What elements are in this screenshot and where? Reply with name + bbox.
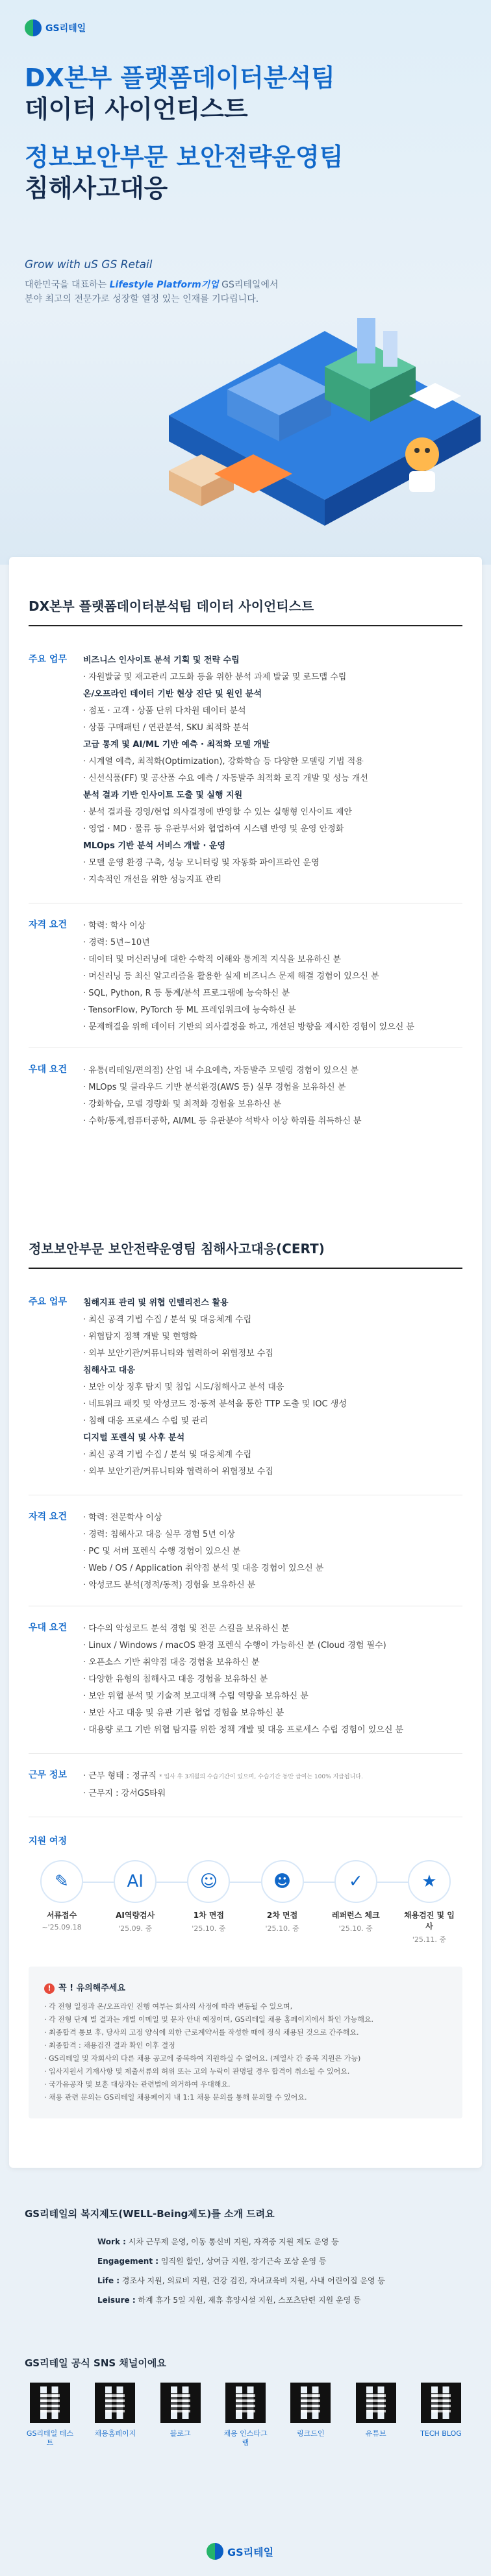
qr-code-icon [160,2383,201,2423]
preferred-item: · 수학/통계,컴퓨터공학, AI/ML 등 유관분야 석박사 이상 학위를 취득하신 분 [83,1116,362,1126]
preferred-item: · Linux / Windows / macOS 환경 포렌식 수행이 가능하신 분 (Cloud 경험 필수) [83,1641,386,1650]
step-name: 레퍼런스 체크 [331,1911,380,1920]
sns-qr-label: 링크드인 [297,2429,325,2438]
qr-code-icon [225,2383,266,2423]
preferred-item: · 오픈소스 기반 취약점 대응 경험을 보유하신 분 [83,1658,260,1667]
requirement-item: · 학력: 전문학사 이상 [83,1513,162,1523]
notice-item: · 각 전형 단계 별 결과는 개별 이메일 및 문자 안내 예정이며, GS리테일 채용 홈페이지에서 확인 가능해요. [44,2015,373,2024]
s2-duties-label: 주요 업무 [29,1297,67,1307]
sns-qr-label: 채용 인스타그램 [223,2429,268,2447]
duty-heading: 비즈니스 인사이트 분석 기획 및 전략 수립 [83,656,240,665]
duty-item: · 최신 공격 기법 수집 / 분석 및 대응체계 수립 [83,1450,252,1460]
footer-logo[interactable] [207,2543,273,2560]
duty-heading: 침해사고 대응 [83,1366,135,1375]
s1-duties-list [83,652,462,889]
requirement-item: · 경력: 5년~10년 [83,938,150,948]
s2-duties-list [83,1295,462,1480]
process-step [256,1860,309,1944]
sns-qr-label: TECH BLOG [420,2429,462,2438]
notice-list [44,2000,447,2104]
step-icon: ✎ [40,1860,83,1903]
gs-logo-icon [207,2543,223,2560]
step-date: '25.09. 중 [118,1924,153,1933]
welfare-item [97,2290,491,2310]
step-date: ~'25.09.18 [42,1923,82,1932]
section-data-scientist [9,596,482,1130]
hero-title-team-2: 정보보안부문 보안전략운영팀 [25,143,344,171]
preferred-item: · 강화학습, 모델 경량화 및 최적화 경험을 보유하신 분 [83,1099,282,1109]
brand-logo[interactable] [25,19,86,36]
hero-title-role-2: 침해사고대응 [25,174,168,202]
welfare-item [97,2251,491,2271]
sns-qr-label: 블로그 [170,2429,191,2438]
requirement-item: · 악성코드 분석(정적/동적) 경험을 보유하신 분 [83,1580,256,1590]
requirement-item: · SQL, Python, R 등 통계/분석 프로그램에 능숙하신 분 [83,988,290,998]
welfare-value: 하계 휴가 5일 지원, 제휴 휴양시설 지원, 스포츠단련 지원 운영 등 [135,2296,361,2305]
duty-item: · 시계열 예측, 최적화(Optimization), 강화학습 등 다양한 모델링 기법 적용 [83,757,364,767]
notice-item: · 국가유공자 및 보훈 대상자는 관련법에 의거하여 우대해요. [44,2080,231,2089]
duty-heading: 디지털 포렌식 및 사후 분석 [83,1433,185,1443]
section-2-title: 정보보안부문 보안전략운영팀 침해사고대응(CERT) [29,1241,325,1257]
process-step [329,1860,383,1944]
notice-item: · 최종합격 통보 후, 당사의 고정 양식에 의한 근로계약서를 작성한 때에 정식 채용된 것으로 간주해요. [44,2028,359,2037]
sns-qr-item[interactable] [417,2383,465,2447]
footer-logo-text: GS리테일 [227,2545,274,2558]
sns-qr-item[interactable] [221,2383,270,2447]
welfare-key: Life : [97,2276,120,2285]
welfare-item [97,2232,491,2251]
hero-subtitle [25,258,279,306]
welfare-list [0,2232,491,2310]
qr-code-icon [95,2383,135,2423]
step-name: 채용검진 및 입사 [403,1911,455,1931]
preferred-item: · 유통(리테일/편의점) 산업 내 수요예측, 자동발주 모델링 경험이 있으신 분 [83,1066,359,1075]
requirement-item: · Web / OS / Application 취약점 분석 및 대응 경험이 있으신 분 [83,1564,324,1573]
requirement-item: · 경력: 침해사고 대응 실무 경험 5년 이상 [83,1530,236,1539]
duty-item: · 네트워크 패킷 및 악성코드 정·동적 분석을 통한 TTP 도출 및 IOC 생성 [83,1399,347,1409]
welfare-value: 경조사 지원, 의료비 지원, 건강 검진, 자녀교육비 지원, 사내 어린이집 운영 등 [120,2276,385,2285]
process-step [182,1860,235,1944]
preferred-item: · 대용량 로그 기반 위협 탐지를 위한 정책 개발 및 대응 프로세스 수립 경험이 있으신 분 [83,1725,404,1735]
s2-work-list [83,1768,462,1802]
duty-item: · 최신 공격 기법 수집 / 분석 및 대응체계 수립 [83,1315,252,1325]
s1-req-row [9,918,482,1036]
notice-item: · 입사지원서 기재사항 및 제출서류의 허위 또는 고의 누락이 판명될 경우 합격이 취소될 수 있어요. [44,2067,350,2076]
section-cert [9,1238,482,2118]
duty-item: · 침해 대응 프로세스 수립 및 관리 [83,1416,208,1426]
requirement-item: · 머신러닝 등 최신 알고리즘을 활용한 실제 비즈니스 문제 해결 경험이 있으신 분 [83,972,379,981]
requirement-item: · 데이터 및 머신러닝에 대한 수학적 이해와 통계적 지식을 보유하신 분 [83,955,342,964]
hero-title-team-1: DX본부 플랫폼데이터분석팀 [25,64,335,92]
process-row [9,1834,482,1847]
process-step [108,1860,162,1944]
process-stepper [9,1860,482,1944]
s1-duties-label: 주요 업무 [29,654,67,665]
duty-item: · 상품 구매패턴 / 연관분석, SKU 최적화 분석 [83,723,249,733]
sns-qr-label: 채용홈페이지 [94,2429,136,2438]
duty-item: · 위협탐지 정책 개발 및 현행화 [83,1332,197,1342]
duty-item: · 지속적인 개선을 위한 성능지표 관리 [83,875,222,885]
s2-req-row [9,1510,482,1594]
gs-logo-icon [25,19,42,36]
preferred-item: · 보안 위협 분석 및 기술적 보고대책 수립 역량을 보유하신 분 [83,1691,308,1701]
hero-desc-highlight: Lifestyle Platform기업 [109,280,219,290]
s1-pref-row [9,1062,482,1130]
job-posting-card [9,557,482,2168]
s2-work-label: 근무 정보 [29,1770,67,1780]
preferred-item: · 다수의 악성코드 분석 경험 및 전문 스킬을 보유하신 분 [83,1624,290,1634]
step-name: 서류접수 [46,1911,77,1920]
preferred-item: · MLOps 및 클라우드 기반 분석환경(AWS 등) 실무 경험을 보유하신 분 [83,1083,346,1092]
sns-qr-item[interactable] [91,2383,139,2447]
hero-title-role-1: 데이터 사이언티스트 [25,95,248,123]
sns-qr-list [0,2383,491,2447]
notice-title-text: 꼭 ! 유의해주세요 [58,1983,125,1993]
work-type-text: · 근무 형태 : 정규직 [83,1771,157,1781]
step-icon: AI [114,1860,157,1903]
step-name: 1차 면접 [193,1911,225,1920]
qr-code-icon [421,2383,461,2423]
hero-titles [25,62,343,204]
hero-tagline: Grow with uS GS Retail [25,258,153,271]
s1-duties-row [9,652,482,889]
step-name: AI역량검사 [116,1911,155,1920]
process-label: 지원 여정 [29,1836,67,1846]
hero-banner [0,0,491,565]
work-type-note: * 입사 후 3개월의 수습기간이 있으며, 수습기간 동안 급여는 100% 지급됩니다. [159,1774,363,1780]
duty-item: · 신선식품(FF) 및 공산품 수요 예측 / 자동발주 최적화 로직 개발 및 성능 개선 [83,774,368,783]
duty-heading: 침해지표 관리 및 위협 인텔리전스 활용 [83,1298,229,1308]
process-step [403,1860,456,1944]
step-name: 2차 면접 [266,1911,298,1920]
step-icon: ✓ [334,1860,377,1903]
sns-qr-label: 유튜브 [365,2429,386,2438]
sns-qr-item[interactable] [157,2383,205,2447]
process-steps [9,1860,482,1944]
step-date: '25.10. 중 [265,1924,299,1933]
duty-item: · 자원발굴 및 재고관리 고도화 등을 위한 분석 과제 발굴 및 로드맵 수립 [83,672,347,682]
s2-pref-row [9,1621,482,1739]
sns-qr-item[interactable] [26,2383,74,2447]
s1-pref-label: 우대 요건 [29,1064,67,1075]
step-date: '25.10. 중 [338,1924,373,1933]
welfare-value: 임직원 할인, 상여금 지원, 장기근속 포상 운영 등 [158,2257,327,2266]
s1-req-label: 자격 요건 [29,920,67,930]
duty-item: · 외부 보안기관/커뮤니티와 협력하여 위협정보 수집 [83,1467,273,1477]
s2-pref-label: 우대 요건 [29,1623,67,1633]
notice-item: · 각 전형 일정과 온/오프라인 진행 여부는 회사의 사정에 따라 변동될 수 있으며, [44,2002,293,2011]
welfare-section [0,2207,491,2310]
step-icon: ☻ [261,1860,304,1903]
duty-heading: 분석 결과 기반 인사이트 도출 및 실행 지원 [83,791,243,800]
section-1-title-divider [29,625,462,626]
duty-item: · 분석 결과를 경영/현업 의사결정에 반영할 수 있는 실행형 인사이트 제안 [83,807,353,817]
section-2-title-divider [29,1268,462,1269]
requirement-item: · PC 및 서버 포렌식 수행 경험이 있으신 분 [83,1547,241,1556]
welfare-value: 시차 근무제 운영, 이동 통신비 지원, 자격증 지원 제도 운영 등 [125,2237,339,2246]
sns-section [0,2356,491,2447]
isometric-city-illustration [162,305,487,552]
section-1-title: DX본부 플랫폼데이터분석팀 데이터 사이언티스트 [29,598,314,614]
duty-heading: 온/오프라인 데이터 기반 현상 진단 및 원인 분석 [83,689,262,699]
step-icon: ☺ [187,1860,230,1903]
hero-description [25,278,279,306]
duty-item: · 외부 보안기관/커뮤니티와 협력하여 위협정보 수집 [83,1349,273,1358]
notice-item: · 최종합격 : 채용검진 결과 확인 이후 결정 [44,2041,175,2050]
requirement-item: · 학력: 학사 이상 [83,921,146,931]
duty-heading: 고급 통계 및 AI/ML 기반 예측 · 최적화 모델 개발 [83,740,270,750]
preferred-item: · 보안 사고 대응 및 유관 기관 협업 경험을 보유하신 분 [83,1708,284,1718]
welfare-key: Leisure : [97,2296,136,2305]
s2-req-label: 자격 요건 [29,1512,67,1522]
work-type [83,1768,462,1785]
sns-qr-item[interactable] [352,2383,400,2447]
sns-title: GS리테일 공식 SNS 채널이에요 [25,2357,166,2369]
work-location: · 근무지 : 강서GS타워 [83,1789,166,1798]
preferred-item: · 다양한 유형의 침해사고 대응 경험을 보유하신 분 [83,1674,268,1684]
hero-desc-line-2: 분야 최고의 전문가로 성장할 열정 있는 인재를 기다립니다. [25,294,259,304]
s2-work-row [9,1768,482,1802]
duty-item: · 영업 · MD · 물류 등 유관부서와 협업하여 시스템 반영 및 운영 안정화 [83,824,344,834]
s2-duties-row [9,1295,482,1480]
notice-title [44,1981,447,1994]
duty-item: · 보안 이상 징후 탐지 및 침입 시도/침해사고 분석 대응 [83,1382,284,1392]
welfare-key: Work : [97,2237,126,2246]
s1-req-list [83,918,462,1036]
qr-code-icon [290,2383,331,2423]
s2-divider-3 [29,1753,462,1754]
warning-icon: ! [44,1983,55,1994]
sns-qr-label: GS리테일 테스트 [26,2429,74,2447]
hero-desc-pre: 대한민국을 대표하는 [25,280,110,290]
step-date: '25.10. 중 [192,1924,226,1933]
notice-box [29,1967,462,2118]
hero-illustration [162,305,487,552]
duty-item: · 모델 운영 환경 구축, 성능 모니터링 및 자동화 파이프라인 운영 [83,858,320,868]
s2-req-list [83,1510,462,1594]
notice-item: · 채용 관련 문의는 GS리테일 채용페이지 내 1:1 채용 문의를 통해 문의할 수 있어요. [44,2093,307,2102]
qr-code-icon [30,2383,70,2423]
notice-item: · GS리테일 및 자회사의 다른 채용 공고에 중복하여 지원하실 수 없어요. (계열사 간 중복 지원은 가능) [44,2054,361,2063]
welfare-key: Engagement : [97,2257,159,2266]
step-icon: ★ [408,1860,451,1903]
s1-pref-list [83,1062,462,1130]
welfare-item [97,2271,491,2290]
process-step [35,1860,88,1944]
step-date: '25.11. 중 [412,1935,446,1944]
welfare-title: GS리테일의 복지제도(WELL-Being제도)를 소개 드려요 [25,2208,275,2220]
requirement-item: · TensorFlow, PyTorch 등 ML 프레임워크에 능숙하신 분 [83,1005,296,1015]
requirement-item: · 문제해결을 위해 데이터 기반의 의사결정을 하고, 개선된 방향을 제시한 경험이 있으신 분 [83,1022,414,1032]
s2-pref-list [83,1621,462,1739]
brand-logo-text: GS리테일 [45,23,86,34]
sns-qr-item[interactable] [286,2383,334,2447]
qr-code-icon [356,2383,396,2423]
duty-item: · 점포 · 고객 · 상품 단위 다차원 데이터 분석 [83,706,246,716]
duty-heading: MLOps 기반 분석 서비스 개발 · 운영 [83,841,226,851]
hero-desc-post: GS리테일에서 [218,280,279,290]
